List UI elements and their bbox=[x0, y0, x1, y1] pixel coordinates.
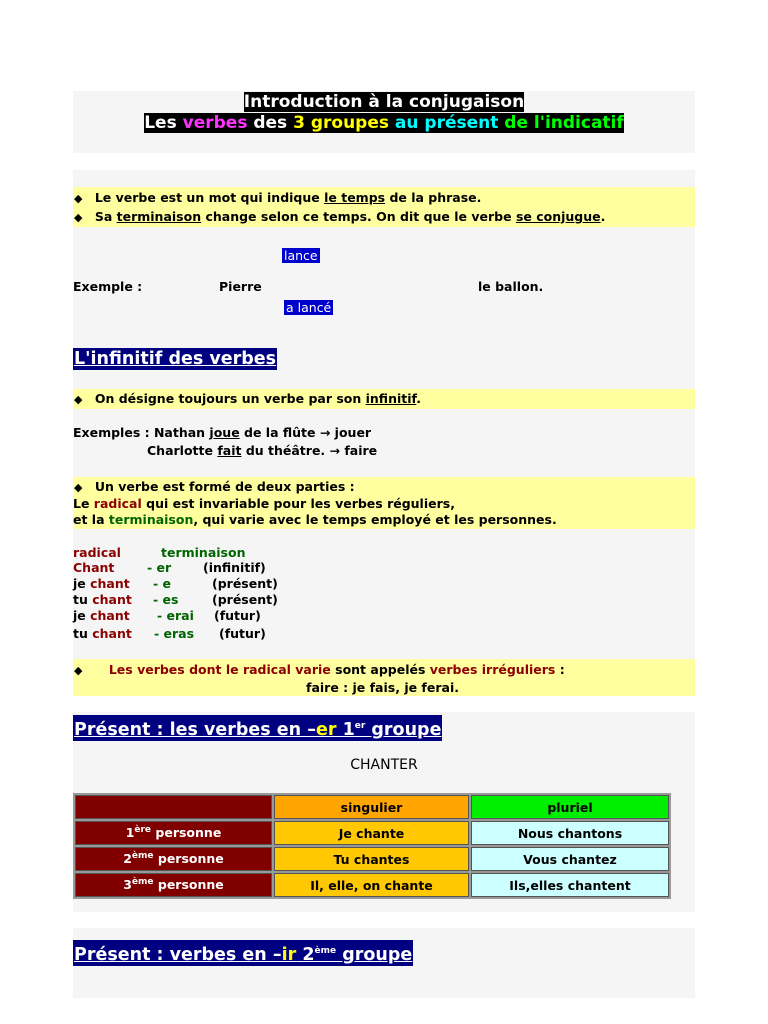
diamond-bullet-icon: ◆ bbox=[74, 664, 83, 677]
plural-cell: Nous chantons bbox=[471, 821, 669, 845]
singular-cell: Tu chantes bbox=[274, 847, 469, 871]
decomp-ending: - er bbox=[147, 560, 172, 575]
structure-line-1: ◆ Un verbe est formé de deux parties : bbox=[74, 479, 355, 494]
first-group-heading: Présent : les verbes en –er 1er groupe bbox=[73, 715, 442, 741]
col-header-singular: singulier bbox=[274, 795, 469, 819]
person-label: 1ère personne bbox=[75, 821, 272, 845]
examples-line-2: Charlotte fait du théâtre. → faire bbox=[147, 443, 378, 458]
diamond-bullet-icon: ◆ bbox=[74, 211, 83, 224]
examples-line-1: Exemples : Nathan joue de la flûte → jouer bbox=[73, 425, 372, 440]
decomp-tense: (présent) bbox=[212, 576, 278, 591]
decomp-ending: - es bbox=[153, 592, 179, 607]
table-row bbox=[75, 873, 669, 897]
example-verb-past: a lancé bbox=[286, 300, 332, 315]
example-subject: Pierre bbox=[219, 279, 262, 294]
col-header-plural: pluriel bbox=[471, 795, 669, 819]
conjugation-table bbox=[73, 793, 671, 899]
plural-cell: Vous chantez bbox=[471, 847, 669, 871]
decomp-row: Chant bbox=[73, 560, 115, 575]
irregular-line-2: faire : je fais, je ferai. bbox=[306, 680, 459, 695]
irregular-line-1: ◆ Les verbes dont le radical varie sont appelés verbes irréguliers : bbox=[74, 662, 565, 677]
table-corner-cell bbox=[75, 795, 272, 819]
person-label: 2ème personne bbox=[75, 847, 272, 871]
diamond-bullet-icon: ◆ bbox=[74, 393, 83, 406]
decomp-row: tu chant bbox=[73, 626, 132, 641]
person-label: 3ème personne bbox=[75, 873, 272, 897]
structure-line-3: et la terminaison, qui varie avec le temps employé et les personnes. bbox=[73, 512, 557, 527]
verb-name: CHANTER bbox=[350, 757, 418, 773]
decomp-tense: (infinitif) bbox=[203, 560, 266, 575]
intro-bullet-2: ◆ Sa terminaison change selon ce temps. On dit que le verbe se conjugue. bbox=[74, 209, 606, 224]
title-line2: Les verbes des 3 groupes au présent de l'indicatif bbox=[144, 113, 624, 133]
diamond-bullet-icon: ◆ bbox=[74, 481, 83, 494]
second-group-heading: Présent : verbes en –ir 2ème groupe bbox=[73, 940, 413, 966]
table-row bbox=[75, 821, 669, 845]
structure-line-2: Le radical qui est invariable pour les verbes réguliers, bbox=[73, 496, 455, 511]
decomp-ending: - eras bbox=[154, 626, 195, 641]
infinitive-bullet: ◆ On désigne toujours un verbe par son infinitif. bbox=[74, 391, 422, 406]
plural-cell: Ils,elles chantent bbox=[471, 873, 669, 897]
decomp-tense: (présent) bbox=[212, 592, 278, 607]
title-line1: Introduction à la conjugaison bbox=[243, 92, 525, 112]
decomp-header-ending: terminaison bbox=[161, 545, 246, 560]
singular-cell: Je chante bbox=[274, 821, 469, 845]
example-object: le ballon. bbox=[478, 279, 544, 294]
example-verb-present: lance bbox=[284, 248, 318, 263]
decomp-row: je chant bbox=[73, 576, 130, 591]
decomp-row: tu chant bbox=[73, 592, 132, 607]
decomp-row: je chant bbox=[73, 608, 130, 623]
decomp-ending: - erai bbox=[157, 608, 194, 623]
decomp-header-radical: radical bbox=[73, 545, 121, 560]
infinitive-heading: L'infinitif des verbes bbox=[74, 349, 277, 369]
table-header-row bbox=[75, 795, 669, 819]
intro-bullet-1: ◆ Le verbe est un mot qui indique le temps de la phrase. bbox=[74, 190, 482, 205]
table-row bbox=[75, 847, 669, 871]
page-title bbox=[0, 92, 768, 134]
decomp-ending: - e bbox=[153, 576, 172, 591]
singular-cell: Il, elle, on chante bbox=[274, 873, 469, 897]
example-label: Exemple : bbox=[73, 279, 143, 294]
decomp-tense: (futur) bbox=[219, 626, 266, 641]
decomp-tense: (futur) bbox=[214, 608, 261, 623]
diamond-bullet-icon: ◆ bbox=[74, 192, 83, 205]
